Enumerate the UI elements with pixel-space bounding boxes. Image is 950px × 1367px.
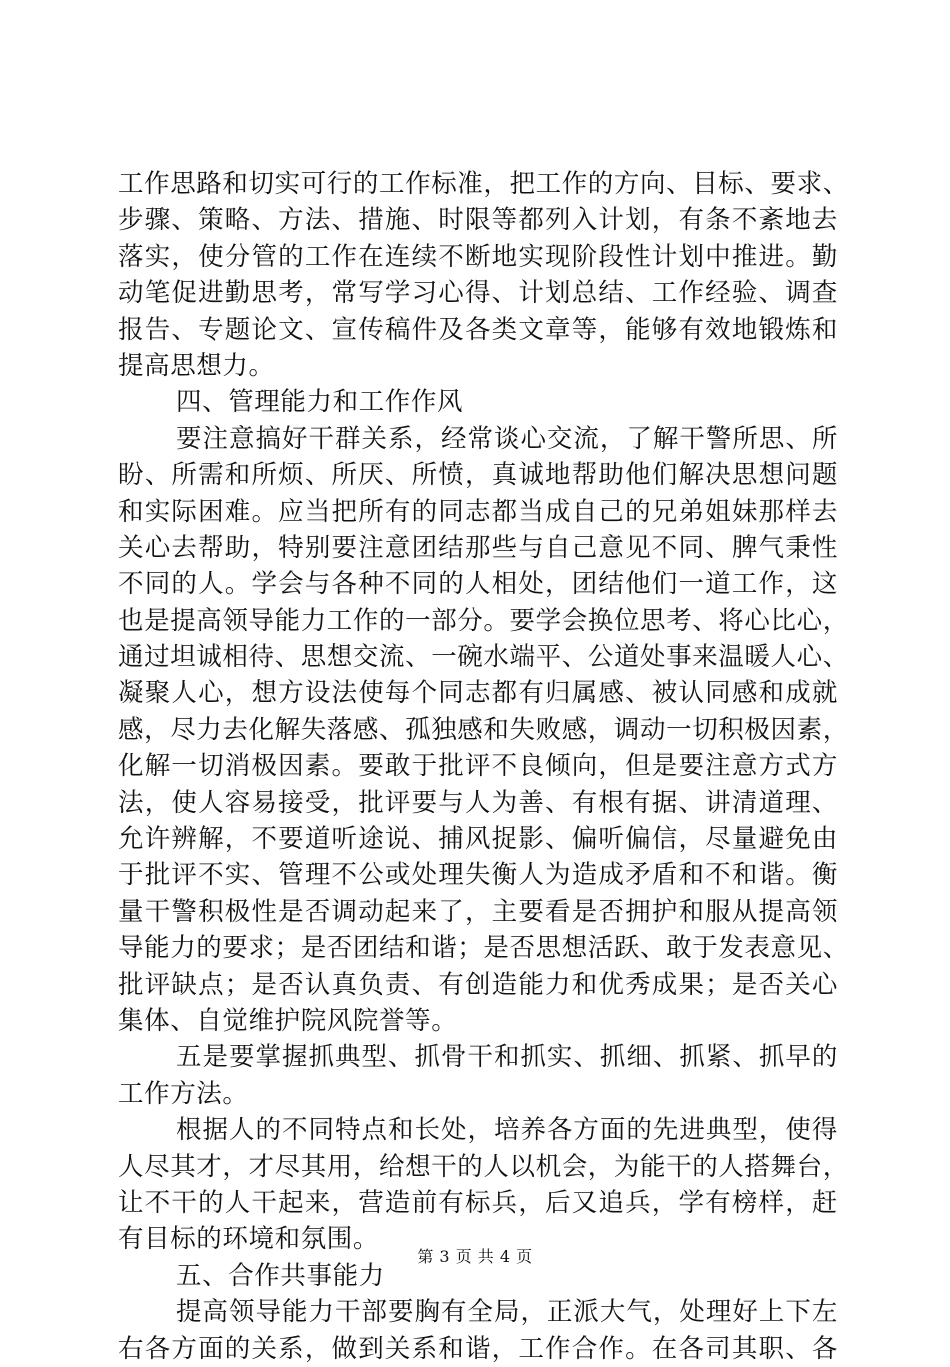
text-line: 让不干的人干起来，营造前有标兵，后又追兵，学有榜样，赶 xyxy=(118,1187,838,1218)
text-line: 和实际困难。应当把所有的同志都当成自己的兄弟姐妹那样去 xyxy=(118,496,838,527)
text-line: 化解一切消极因素。要敢于批评不良倾向，但是要注意方式方 xyxy=(118,751,838,782)
text-line: 右各方面的关系，做到关系和谐，工作合作。在各司其职、各 xyxy=(118,1333,838,1364)
text-line: 集体、自觉维护院风院誉等。 xyxy=(118,1005,458,1036)
text-line: 动笔促进勤思考，常写学习心得、计划总结、工作经验、调查 xyxy=(118,278,838,309)
text-line: 五、合作共事能力 xyxy=(176,1260,385,1291)
text-line: 报告、专题论文、宣传稿件及各类文章等，能够有效地锻炼和 xyxy=(118,314,838,345)
text-line: 提高领导能力干部要胸有全局，正派大气，处理好上下左 xyxy=(176,1297,838,1328)
text-line: 提高思想力。 xyxy=(118,350,275,381)
text-line: 步骤、策略、方法、措施、时限等都列入计划，有条不紊地去 xyxy=(118,205,838,236)
text-line: 四、管理能力和工作作风 xyxy=(176,387,464,418)
text-line: 批评缺点；是否认真负责、有创造能力和优秀成果；是否关心 xyxy=(118,969,838,1000)
text-line: 五是要掌握抓典型、抓骨干和抓实、抓细、抓紧、抓早的 xyxy=(176,1042,838,1073)
text-line: 于批评不实、管理不公或处理失衡人为造成矛盾和不和谐。衡 xyxy=(118,860,838,891)
text-line: 要注意搞好干群关系，经常谈心交流，了解干警所思、所 xyxy=(176,423,838,454)
text-line: 法，使人容易接受，批评要与人为善、有根有据、讲清道理、 xyxy=(118,787,838,818)
text-line: 工作方法。 xyxy=(118,1078,249,1109)
text-line: 根据人的不同特点和长处，培养各方面的先进典型，使得 xyxy=(176,1115,838,1146)
text-line: 有目标的环境和氛围。 xyxy=(118,1224,380,1255)
text-line: 导能力的要求；是否团结和谐；是否思想活跃、敢于发表意见、 xyxy=(118,933,849,964)
text-line: 盼、所需和所烦、所厌、所愤，真诚地帮助他们解决思想问题 xyxy=(118,460,838,491)
text-line: 感，尽力去化解失落感、孤独感和失败感，调动一切积极因素， xyxy=(118,714,849,745)
text-line: 工作思路和切实可行的工作标准，把工作的方向、目标、要求、 xyxy=(118,169,849,199)
text-line: 凝聚人心，想方设法使每个同志都有归属感、被认同感和成就 xyxy=(118,678,838,709)
text-line: 量干警积极性是否调动起来了，主要看是否拥护和服从提高领 xyxy=(118,896,838,927)
text-line: 也是提高领导能力工作的一部分。要学会换位思考、将心比心， xyxy=(118,605,849,636)
document-body xyxy=(118,166,849,1367)
page-footer: 第 3 页 共 4 页 xyxy=(417,1247,533,1266)
text-line: 人尽其才，才尽其用，给想干的人以机会，为能干的人搭舞台， xyxy=(118,1151,849,1182)
text-line: 通过坦诚相待、思想交流、一碗水端平、公道处事来温暖人心、 xyxy=(118,642,849,673)
text-line: 落实，使分管的工作在连续不断地实现阶段性计划中推进。勤 xyxy=(118,241,838,272)
text-line: 允许辨解，不要道听途说、捕风捉影、偏听偏信，尽量避免由 xyxy=(118,824,838,855)
text-line: 不同的人。学会与各种不同的人相处，团结他们一道工作，这 xyxy=(118,569,838,600)
text-line: 关心去帮助，特别要注意团结那些与自己意见不同、脾气秉性 xyxy=(118,532,838,563)
